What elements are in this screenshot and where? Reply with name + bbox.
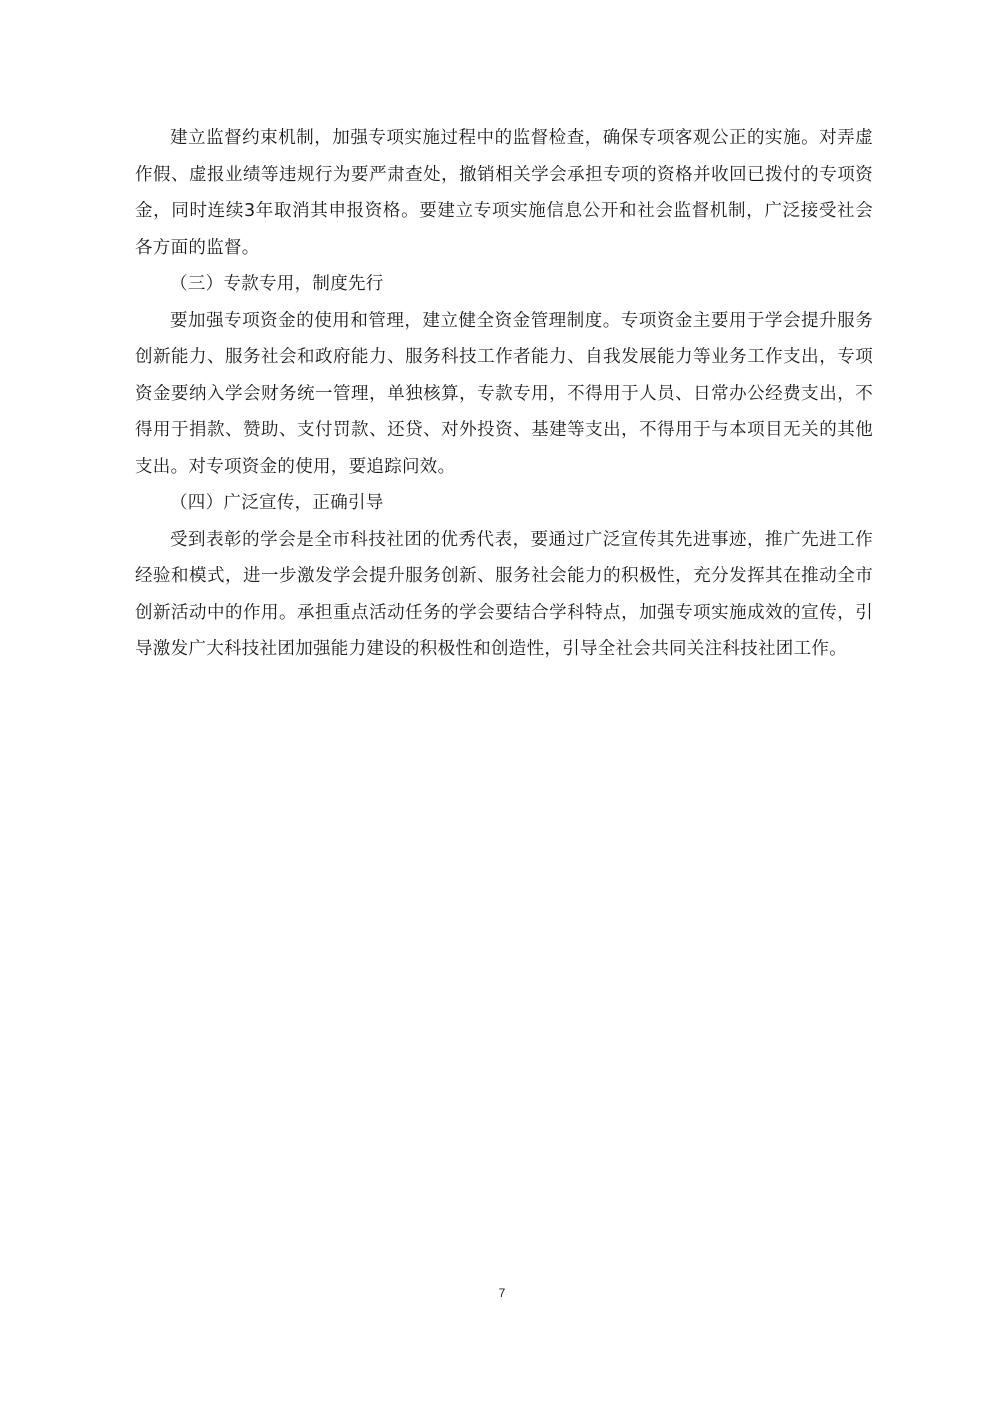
page-number: 7 bbox=[498, 1286, 506, 1300]
section-heading-publicity: （四）广泛宣传，正确引导 bbox=[170, 493, 384, 513]
section-heading-dedicated-funds: （三）专款专用，制度先行 bbox=[170, 274, 384, 294]
document-body bbox=[135, 120, 873, 668]
paragraph-fund-management: 要加强专项资金的使用和管理，建立健全资金管理制度。专项资金主要用于学会提升服务创新能力、服务社会和政府能力、服务科技工作者能力、自我发展能力等业务工作支出，专项资金要纳入学会财务统一管理，单独核算，专款专用，不得用于人员、日常办公经费支出，不得用于捐款、赞助、支付罚款、还贷、对外投资、基建等支出，不得用于与本项目无关的其他支出。对专项资金的使用，要追踪问效。 bbox=[135, 310, 873, 477]
paragraph-publicity: 受到表彰的学会是全市科技社团的优秀代表，要通过广泛宣传其先进事迹，推广先进工作经验和模式，进一步激发学会提升服务创新、服务社会能力的积极性，充分发挥其在推动全市创新活动中的作用。承担重点活动任务的学会要结合学科特点，加强专项实施成效的宣传，引导激发广大科技社团加强能力建设的积极性和创造性，引导全社会共同关注科技社团工作。 bbox=[135, 529, 873, 659]
paragraph-supervision: 建立监督约束机制，加强专项实施过程中的监督检查，确保专项客观公正的实施。对弄虚作假、虚报业绩等违规行为要严肃查处，撤销相关学会承担专项的资格并收回已拨付的专项资金，同时连续3年取消其申报资格。要建立专项实施信息公开和社会监督机制，广泛接受社会各方面的监督。 bbox=[135, 128, 873, 258]
